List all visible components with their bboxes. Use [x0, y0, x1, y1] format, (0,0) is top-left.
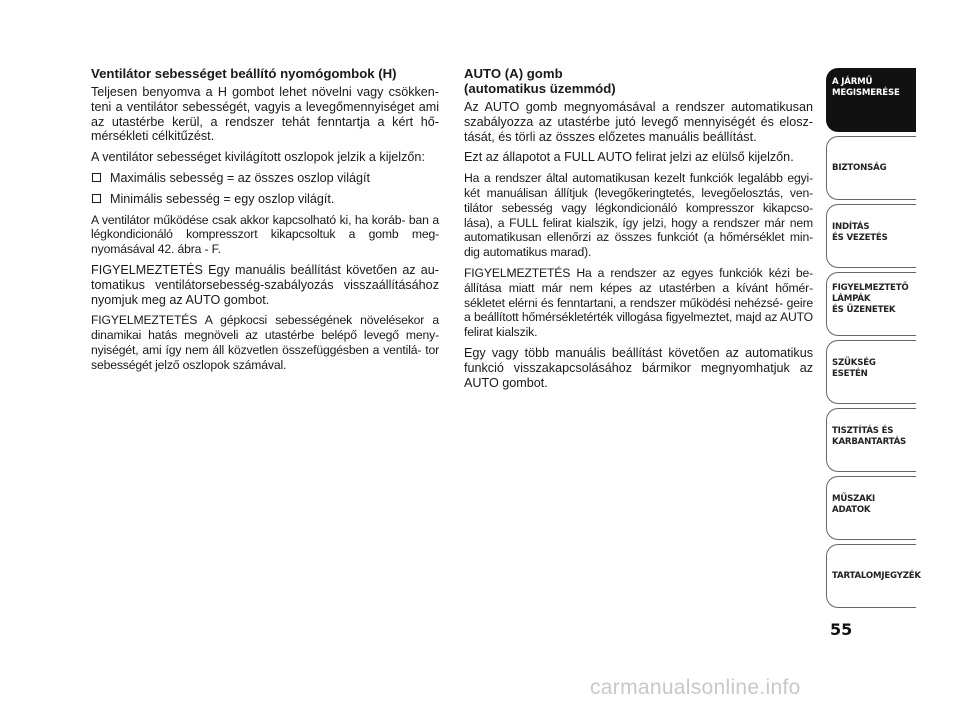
- list-item-text: Minimális sebesség = egy oszlop világít.: [110, 191, 335, 206]
- paragraph: FIGYELMEZTETÉS A gépkocsi sebességének növelésekor a dinamikai hatás megnöveli az utastérbe belépő levegő meny- nyiségét, ami így nem áll közvetlen összefüggésben a ventilá- tor sebességét jelző oszlopok számával.: [91, 313, 439, 372]
- tab-emergency[interactable]: [826, 340, 916, 404]
- tab-label: TARTALOMJEGYZÉK: [832, 571, 921, 581]
- tab-label: MŰSZAKI: [832, 494, 876, 504]
- watermark: carmanualsonline.info: [590, 676, 801, 699]
- tab-maintenance[interactable]: [826, 408, 916, 472]
- tab-label: ESETÉN: [832, 369, 868, 379]
- tab-label: LÁMPÁK: [832, 294, 871, 304]
- paragraph: Ezt az állapotot a FULL AUTO felirat jelzi az elülső kijelzőn.: [464, 150, 794, 165]
- paragraph: FIGYELMEZTETÉS Egy manuális beállítást követően az au- tomatikus ventilátorsebesség-szabályozás visszaállításához nyomjuk meg az AUTO gombot.: [91, 262, 439, 307]
- tab-label: ADATOK: [832, 505, 871, 515]
- chapter-tabs: [826, 68, 921, 614]
- left-column: [91, 66, 439, 379]
- page-number: 55: [830, 620, 853, 639]
- auto-mode-subheading: (automatikus üzemmód): [464, 81, 616, 96]
- tab-label: FIGYELMEZTETŐ: [832, 283, 909, 293]
- tab-label: SZÜKSÉG: [832, 358, 876, 368]
- tab-index[interactable]: [826, 544, 921, 608]
- paragraph: Egy vagy több manuális beállítást követően az automatikus funkció visszakapcsolásához bármikor megnyomhatjuk az AUTO gombot.: [464, 345, 813, 390]
- tab-warning-lights[interactable]: [826, 272, 916, 336]
- tab-label: A JÁRMŰ: [832, 77, 873, 87]
- tab-starting-driving[interactable]: [826, 204, 916, 268]
- paragraph: A ventilátor sebességet kivilágított oszlopok jelzik a kijelzőn:: [91, 150, 425, 165]
- paragraph: Teljesen benyomva a H gombot lehet növelni vagy csökken- teni a ventilátor sebességét, vagyis a levegőmennyiséget ami az utastérbe kerül, a rendszer tehát fenntartja a kért hő- mérsékleti célkitűzést.: [91, 85, 439, 144]
- paragraph: FIGYELMEZTETÉS Ha a rendszer az egyes funkciók kézi be- állítása miatt már nem képes az utastérben a kívánt hőmér- sékletet elérni és fenntartani, a rendszer működési nehézsé- geire a beállított hőmérsékletérték villogása figyelmeztet, majd az AUTO felirat kialszik.: [464, 265, 813, 340]
- list-item: [91, 192, 439, 207]
- tab-safety[interactable]: [826, 136, 916, 200]
- auto-button-heading: AUTO (A) gomb: [464, 66, 563, 81]
- list-item-text: Maximális sebesség = az összes oszlop világít: [110, 170, 371, 185]
- paragraph: Az AUTO gomb megnyomásával a rendszer automatikusan szabályozza az utastérbe jutó levegő mennyiségét és elosz- tását, és törli az összes előzetes manuális beállítást.: [464, 100, 813, 144]
- tab-label: INDÍTÁS: [832, 222, 870, 232]
- tab-label: TISZTÍTÁS ÉS: [832, 426, 894, 436]
- fan-speed-heading: Ventilátor sebességet beállító nyomógombok (H): [91, 66, 397, 81]
- tab-label: ÉS ÜZENETEK: [832, 305, 896, 315]
- tab-technical-data[interactable]: [826, 476, 916, 540]
- paragraph: A ventilátor működése csak akkor kapcsolható ki, ha koráb- ban a légkondicionáló kompresszort kikapcsoltuk a gomb meg- nyomásával 42. ábra - F.: [91, 212, 439, 257]
- right-column: [464, 66, 813, 396]
- tab-label: KARBANTARTÁS: [832, 437, 907, 447]
- paragraph: Ha a rendszer által automatikusan kezelt funkciók legalább egyi- két manuálisan állítjuk (levegőkeringtetés, levegőelosztás, ven- tilátor sebesség vagy légkondicionáló kompresszor kikapcso- lása), a FULL felirat kialszik, így jelzi, hogy a rendszer már nem automatikusan ellenőrzi az összes funkciót (a hőmérséklet min- dig automatikus marad).: [464, 171, 813, 260]
- checkbox-bullet-icon: [92, 173, 101, 182]
- tab-vehicle-overview[interactable]: [826, 68, 916, 132]
- tab-label: BIZTONSÁG: [832, 163, 887, 173]
- tab-label: MEGISMERÉSE: [832, 88, 900, 98]
- tab-label: ÉS VEZETÉS: [832, 233, 888, 243]
- list-item: [91, 171, 439, 186]
- checkbox-bullet-icon: [92, 194, 101, 203]
